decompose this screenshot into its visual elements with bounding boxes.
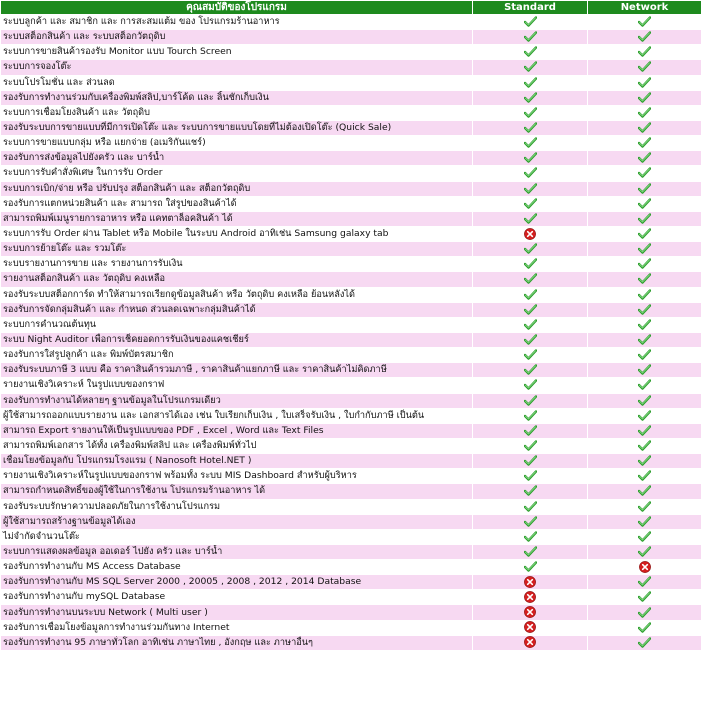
check-icon [524,516,537,527]
check-icon [638,607,651,618]
standard-cell [473,182,587,196]
standard-cell [473,91,587,105]
network-cell [588,318,701,332]
check-icon [638,213,651,224]
check-icon [524,107,537,118]
standard-cell [473,469,587,483]
check-icon [638,379,651,390]
table-row [1,363,701,377]
check-icon [638,152,651,163]
check-icon [524,501,537,512]
standard-cell [473,515,587,529]
network-cell [588,197,701,211]
table-row [1,484,701,498]
check-icon [524,122,537,133]
table-row [1,166,701,180]
network-cell [588,439,701,453]
table-row [1,378,701,392]
standard-cell [473,106,587,120]
table-row [1,76,701,90]
check-icon [638,258,651,269]
check-icon [524,470,537,481]
feature-cell: รองรับการใส่รูปลูกค้า และ พิมพ์บัตรสมาชิก [1,348,472,362]
feature-cell: ระบบการจองโต๊ะ [1,60,472,74]
check-icon [638,455,651,466]
table-row [1,545,701,559]
feature-cell: รองรับการแตกหน่วยสินค้า และ สามารถ ใส่รูปของสินค้าได้ [1,197,472,211]
check-icon [638,198,651,209]
network-cell [588,121,701,135]
feature-cell: รองรับระบบการขายแบบที่มีการเปิดโต๊ะ และ ระบบการขายแบบโดยที่ไม่ต้องเปิดโต๊ะ (Quick Sale) [1,121,472,135]
network-cell [588,424,701,438]
feature-cell: รองรับการจัดกลุ่มสินค้า และ กำหนด ส่วนลดเฉพาะกลุ่มสินค้าได้ [1,303,472,317]
feature-cell: ระบบการเชื่อมโยงสินค้า และ วัตถุดิบ [1,106,472,120]
feature-cell: รองรับการทำงานกับ MS Access Database [1,560,472,574]
cross-icon [524,576,536,587]
network-cell [588,76,701,90]
feature-cell: สามารถพิมพ์เอกสาร ได้ทั้ง เครื่องพิมพ์สลิป และ เครื่องพิมพ์ทั่วไป [1,439,472,453]
table-row [1,605,701,619]
check-icon [524,561,537,572]
network-cell [588,151,701,165]
check-icon [638,470,651,481]
check-icon [638,349,651,360]
feature-cell: ผู้ใช้สามารถออกแบบรายงาน และ เอกสารได้เอง เช่น ใบเรียกเก็บเงิน , ใบเสร็จรับเงิน , ใบกำกับภาษี เป็นต้น [1,409,472,423]
check-icon [638,31,651,42]
check-icon [524,152,537,163]
feature-cell: ระบบลูกค้า และ สมาชิก และ การสะสมแต้ม ของ โปรแกรมร้านอาหาร [1,15,472,29]
standard-cell [473,348,587,362]
table-row [1,409,701,423]
cross-icon [639,561,651,572]
network-cell [588,378,701,392]
network-cell [588,288,701,302]
check-icon [638,137,651,148]
check-icon [524,425,537,436]
check-icon [638,319,651,330]
table-row [1,60,701,74]
standard-cell [473,636,587,650]
header-standard: Standard [473,1,587,14]
table-row [1,439,701,453]
check-icon [524,546,537,557]
feature-cell: รองรับระบบสต็อกการ์ด ทำให้สามารถเรียกดูข้อมูลสินค้า หรือ วัตถุดิบ คงเหลือ ย้อนหลังได้ [1,288,472,302]
standard-cell [473,212,587,226]
table-row [1,242,701,256]
check-icon [638,243,651,254]
table-row [1,106,701,120]
cross-icon [524,637,536,648]
check-icon [638,46,651,57]
check-icon [524,61,537,72]
network-cell [588,166,701,180]
network-cell [588,409,701,423]
check-icon [524,92,537,103]
standard-cell [473,378,587,392]
table-row [1,590,701,604]
network-cell [588,605,701,619]
network-cell [588,242,701,256]
table-row [1,272,701,286]
feature-cell: รองรับระบบภาษี 3 แบบ คือ ราคาสินค้ารวมภาษี , ราคาสินค้าแยกภาษี และ ราคาสินค้าไม่คิดภาษี [1,363,472,377]
network-cell [588,500,701,514]
network-cell [588,621,701,635]
feature-cell: ระบบการแสดงผลข้อมูล ออเดอร์ ไปยัง ครัว และ บาร์น้ำ [1,545,472,559]
table-row [1,136,701,150]
standard-cell [473,560,587,574]
standard-cell [473,136,587,150]
check-icon [638,410,651,421]
check-icon [524,31,537,42]
check-icon [638,440,651,451]
network-cell [588,636,701,650]
check-icon [638,501,651,512]
feature-cell: เชื่อมโยงข้อมูลกับ โปรแกรมโรงแรม ( Nanosoft Hotel.NET ) [1,454,472,468]
standard-cell [473,257,587,271]
network-cell [588,227,701,241]
feature-cell: รองรับการทำงานได้หลายๆ ฐานข้อมูลในโปรแกรมเดียว [1,394,472,408]
feature-cell: รายงานสต็อกสินค้า และ วัตถุดิบ คงเหลือ [1,272,472,286]
table-row [1,45,701,59]
feature-cell: รองรับการส่งข้อมูลไปยังครัว และ บาร์น้ำ [1,151,472,165]
network-cell [588,515,701,529]
feature-cell: รายงานเชิงวิเคราะห์ ในรูปแบบของกราฟ [1,378,472,392]
table-row [1,333,701,347]
check-icon [524,304,537,315]
standard-cell [473,242,587,256]
check-icon [638,485,651,496]
feature-cell: รองรับการทำงานร่วมกับเครื่องพิมพ์สลิป,บาร์โค้ด และ ลิ้นชักเก็บเงิน [1,91,472,105]
table-row [1,530,701,544]
check-icon [524,334,537,345]
check-icon [524,46,537,57]
network-cell [588,545,701,559]
network-cell [588,60,701,74]
check-icon [638,304,651,315]
feature-cell: ผู้ใช้สามารถสร้างฐานข้อมูลได้เอง [1,515,472,529]
standard-cell [473,76,587,90]
check-icon [524,364,537,375]
standard-cell [473,545,587,559]
network-cell [588,333,701,347]
feature-cell: ระบบการเบิก/จ่าย หรือ ปรับปรุง สต็อกสินค้า และ สต็อกวัตถุดิบ [1,182,472,196]
standard-cell [473,424,587,438]
standard-cell [473,605,587,619]
cross-icon [524,228,536,239]
check-icon [638,591,651,602]
standard-cell [473,166,587,180]
header-network: Network [588,1,701,14]
network-cell [588,575,701,589]
check-icon [524,319,537,330]
check-icon [638,425,651,436]
check-icon [524,198,537,209]
network-cell [588,469,701,483]
check-icon [524,273,537,284]
table-row [1,182,701,196]
network-cell [588,484,701,498]
standard-cell [473,590,587,604]
check-icon [524,531,537,542]
standard-cell [473,60,587,74]
feature-cell: รองรับการเชื่อมโยงข้อมูลการทำงานร่วมกันทาง Internet [1,621,472,635]
check-icon [638,183,651,194]
standard-cell [473,121,587,135]
check-icon [638,273,651,284]
table-row [1,257,701,271]
check-icon [524,349,537,360]
check-icon [524,289,537,300]
check-icon [524,77,537,88]
check-icon [524,410,537,421]
feature-cell: ระบบการรับคำสั่งพิเศษ ในการรับ Order [1,166,472,180]
standard-cell [473,621,587,635]
standard-cell [473,272,587,286]
network-cell [588,15,701,29]
network-cell [588,363,701,377]
check-icon [524,379,537,390]
network-cell [588,454,701,468]
table-row [1,30,701,44]
feature-cell: ไม่จำกัดจำนวนโต๊ะ [1,530,472,544]
network-cell [588,590,701,604]
network-cell [588,212,701,226]
check-icon [638,92,651,103]
table-row [1,121,701,135]
standard-cell [473,363,587,377]
standard-cell [473,288,587,302]
check-icon [638,622,651,633]
table-row [1,15,701,29]
check-icon [638,122,651,133]
network-cell [588,30,701,44]
standard-cell [473,227,587,241]
feature-cell: ระบบการคำนวณต้นทุน [1,318,472,332]
check-icon [524,395,537,406]
feature-cell: ระบบรายงานการขาย และ รายงานการรับเงิน [1,257,472,271]
check-icon [638,364,651,375]
table-row [1,394,701,408]
network-cell [588,136,701,150]
check-icon [638,167,651,178]
table-row [1,560,701,574]
feature-cell: รองรับระบบรักษาความปลอดภัยในการใช้งานโปรแกรม [1,500,472,514]
check-icon [638,516,651,527]
standard-cell [473,333,587,347]
table-row [1,575,701,589]
standard-cell [473,15,587,29]
network-cell [588,45,701,59]
standard-cell [473,439,587,453]
check-icon [638,77,651,88]
feature-cell: สามารถกำหนดสิทธิ์ของผู้ใช้ในการใช้งาน โปรแกรมร้านอาหาร ได้ [1,484,472,498]
standard-cell [473,30,587,44]
feature-cell: สามารถ Export รายงานให้เป็นรูปแบบของ PDF , Excel , Word และ Text Files [1,424,472,438]
network-cell [588,530,701,544]
standard-cell [473,318,587,332]
check-icon [638,107,651,118]
check-icon [638,334,651,345]
feature-cell: รองรับการทำงานกับ mySQL Database [1,590,472,604]
table-row [1,151,701,165]
table-row [1,500,701,514]
standard-cell [473,575,587,589]
check-icon [524,440,537,451]
check-icon [524,485,537,496]
check-icon [524,183,537,194]
network-cell [588,394,701,408]
check-icon [638,546,651,557]
check-icon [638,637,651,648]
check-icon [524,16,537,27]
table-row [1,318,701,332]
network-cell [588,182,701,196]
network-cell [588,272,701,286]
table-row [1,469,701,483]
standard-cell [473,484,587,498]
check-icon [524,258,537,269]
standard-cell [473,454,587,468]
network-cell [588,257,701,271]
feature-cell: สามารถพิมพ์เมนูรายการอาหาร หรือ แคทตาล็อคสินค้า ได้ [1,212,472,226]
feature-cell: รองรับการทำงาน 95 ภาษาทั่วโลก อาทิเช่น ภาษาไทย , อังกฤษ และ ภาษาอื่นๆ [1,636,472,650]
feature-cell: รองรับการทำงานบนระบบ Network ( Multi user ) [1,605,472,619]
table-row [1,303,701,317]
standard-cell [473,500,587,514]
check-icon [638,531,651,542]
check-icon [524,213,537,224]
network-cell [588,348,701,362]
cross-icon [524,607,536,618]
table-row [1,636,701,650]
standard-cell [473,394,587,408]
network-cell [588,91,701,105]
feature-cell: ระบบการขายสินค้ารองรับ Monitor แบบ Tourch Screen [1,45,472,59]
table-row [1,621,701,635]
check-icon [638,16,651,27]
table-row [1,197,701,211]
feature-cell: ระบบการรับ Order ผ่าน Tablet หรือ Mobile ในระบบ Android อาทิเช่น Samsung galaxy tab [1,227,472,241]
cross-icon [524,591,536,602]
header-row [1,1,701,14]
check-icon [524,455,537,466]
check-icon [638,576,651,587]
table-row [1,227,701,241]
standard-cell [473,151,587,165]
standard-cell [473,530,587,544]
feature-cell: ระบบสต็อกสินค้า และ ระบบสต็อกวัตถุดิบ [1,30,472,44]
network-cell [588,303,701,317]
table-row [1,212,701,226]
network-cell [588,560,701,574]
table-row [1,288,701,302]
check-icon [524,167,537,178]
check-icon [524,243,537,254]
standard-cell [473,45,587,59]
feature-cell: ระบบการขายแบบกลุ่ม หรือ แยกจ่าย (อเมริกันแชร์) [1,136,472,150]
feature-cell: ระบบโปรโมชั่น และ ส่วนลด [1,76,472,90]
network-cell [588,106,701,120]
table-row [1,91,701,105]
check-icon [638,289,651,300]
check-icon [638,61,651,72]
table-row [1,515,701,529]
table-row [1,348,701,362]
check-icon [638,395,651,406]
standard-cell [473,303,587,317]
standard-cell [473,409,587,423]
table-row [1,454,701,468]
feature-cell: ระบบ Night Auditor เพื่อการเช็คยอดการรับเงินของแคชเชียร์ [1,333,472,347]
standard-cell [473,197,587,211]
check-icon [638,228,651,239]
check-icon [524,137,537,148]
feature-cell: รองรับการทำงานกับ MS SQL Server 2000 , 20005 , 2008 , 2012 , 2014 Database [1,575,472,589]
feature-cell: รายงานเชิงวิเคราะห์ในรูปแบบของกราฟ พร้อมทั้ง ระบบ MIS Dashboard สำหรับผู้บริหาร [1,469,472,483]
cross-icon [524,622,536,633]
table-row [1,424,701,438]
header-feature: คุณสมบัติของโปรแกรม [1,1,472,14]
feature-cell: ระบบการย้ายโต๊ะ และ รวมโต๊ะ [1,242,472,256]
